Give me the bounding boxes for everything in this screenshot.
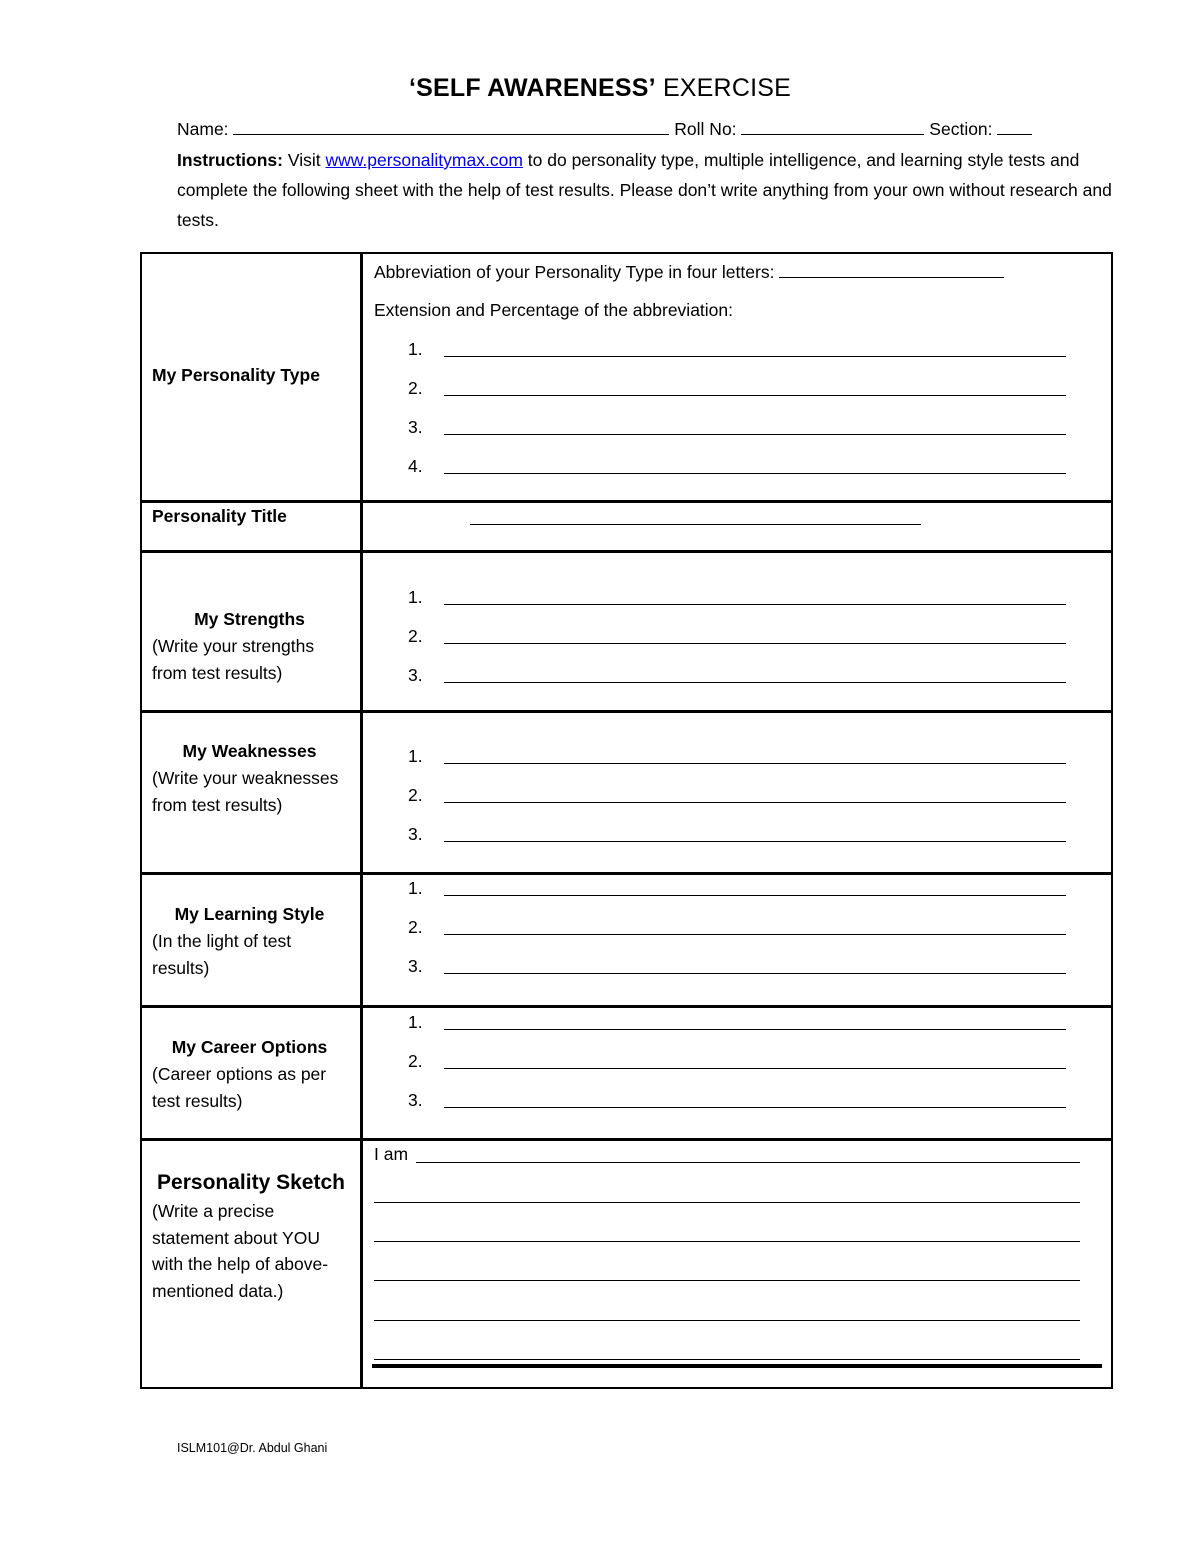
list-item[interactable]: 1. (408, 878, 423, 899)
sketch-line[interactable] (374, 1359, 1080, 1360)
list-item[interactable]: 1. (408, 587, 423, 608)
row-divider (142, 500, 1111, 503)
strengths-note: (Write your strengths from test results) (152, 636, 315, 683)
instructions-visit: Visit (287, 150, 321, 170)
personality-title-field[interactable] (470, 524, 921, 525)
strengths-label: My Strengths (Write your strengths from test results) (152, 606, 347, 687)
sketch-line[interactable] (374, 1202, 1080, 1203)
sketch-line[interactable] (374, 1280, 1080, 1281)
row-divider (142, 872, 1111, 875)
instructions (177, 145, 1117, 235)
list-item[interactable]: 2. (408, 378, 423, 399)
personality-type-label: My Personality Type (152, 365, 320, 385)
weaknesses-label: My Weaknesses (Write your weaknesses from test results) (152, 738, 347, 819)
footer-text: ISLM101@Dr. Abdul Ghani (177, 1441, 328, 1455)
career-options-label: My Career Options (Career options as per test results) (152, 1034, 350, 1115)
instructions-label: Instructions: (177, 150, 283, 170)
list-item[interactable]: 1. (408, 339, 423, 360)
name-label: Name: (177, 119, 229, 139)
sketch-line[interactable] (416, 1162, 1080, 1163)
page-title (0, 74, 1200, 103)
worksheet-table (140, 252, 1113, 1389)
name-field[interactable] (233, 116, 669, 135)
row-divider (142, 710, 1111, 713)
personality-title-label: Personality Title (152, 506, 287, 526)
sketch-note: (Write a precise statement about YOU with the help of above-mentioned data.) (152, 1201, 329, 1301)
list-item[interactable]: 2. (408, 626, 423, 647)
sketch-start: I am (374, 1144, 409, 1164)
roll-field[interactable] (741, 116, 924, 135)
sketch-label: Personality Sketch (Write a precise statement about YOU with the help of above-mentioned data.) (152, 1168, 350, 1304)
sketch-line[interactable] (374, 1320, 1080, 1321)
personalitymax-link[interactable]: www.personalitymax.com (325, 150, 523, 170)
section-field[interactable] (997, 116, 1032, 135)
list-item[interactable]: 2. (408, 1051, 423, 1072)
list-item[interactable]: 1. (408, 746, 423, 767)
list-item[interactable]: 3. (408, 417, 423, 438)
title-rest: EXERCISE (662, 74, 791, 102)
abbreviation-field[interactable] (779, 259, 1004, 278)
row-divider (142, 1138, 1111, 1141)
row-divider (142, 550, 1111, 553)
section-label: Section: (929, 119, 993, 139)
thick-rule (372, 1364, 1102, 1368)
row-divider (142, 1005, 1111, 1008)
student-info-line (177, 116, 1032, 140)
list-item[interactable]: 3. (408, 1090, 423, 1111)
column-divider (360, 254, 363, 1387)
list-item[interactable]: 1. (408, 1012, 423, 1033)
list-item[interactable]: 3. (408, 824, 423, 845)
instructions-text: to do personality type, multiple intelligence, and learning style tests and complete the following sheet with the help of test results. Please don’t write anything from your own without research and tests. (177, 150, 1112, 230)
list-item[interactable]: 3. (408, 956, 423, 977)
career-options-note: (Career options as per test results) (152, 1064, 327, 1111)
list-item[interactable]: 2. (408, 785, 423, 806)
list-item[interactable]: 2. (408, 917, 423, 938)
roll-label: Roll No: (674, 119, 737, 139)
learning-style-label: My Learning Style (In the light of test results) (152, 901, 347, 982)
extension-prompt: Extension and Percentage of the abbreviation: (374, 300, 733, 320)
sketch-line[interactable] (374, 1241, 1080, 1242)
title-bold: ‘SELF AWARENESS’ (409, 74, 656, 102)
list-item[interactable]: 4. (408, 456, 423, 477)
learning-style-note: (In the light of test results) (152, 931, 292, 978)
weaknesses-note: (Write your weaknesses from test results) (152, 768, 339, 815)
list-item[interactable]: 3. (408, 665, 423, 686)
abbreviation-prompt: Abbreviation of your Personality Type in four letters: (374, 259, 1004, 283)
